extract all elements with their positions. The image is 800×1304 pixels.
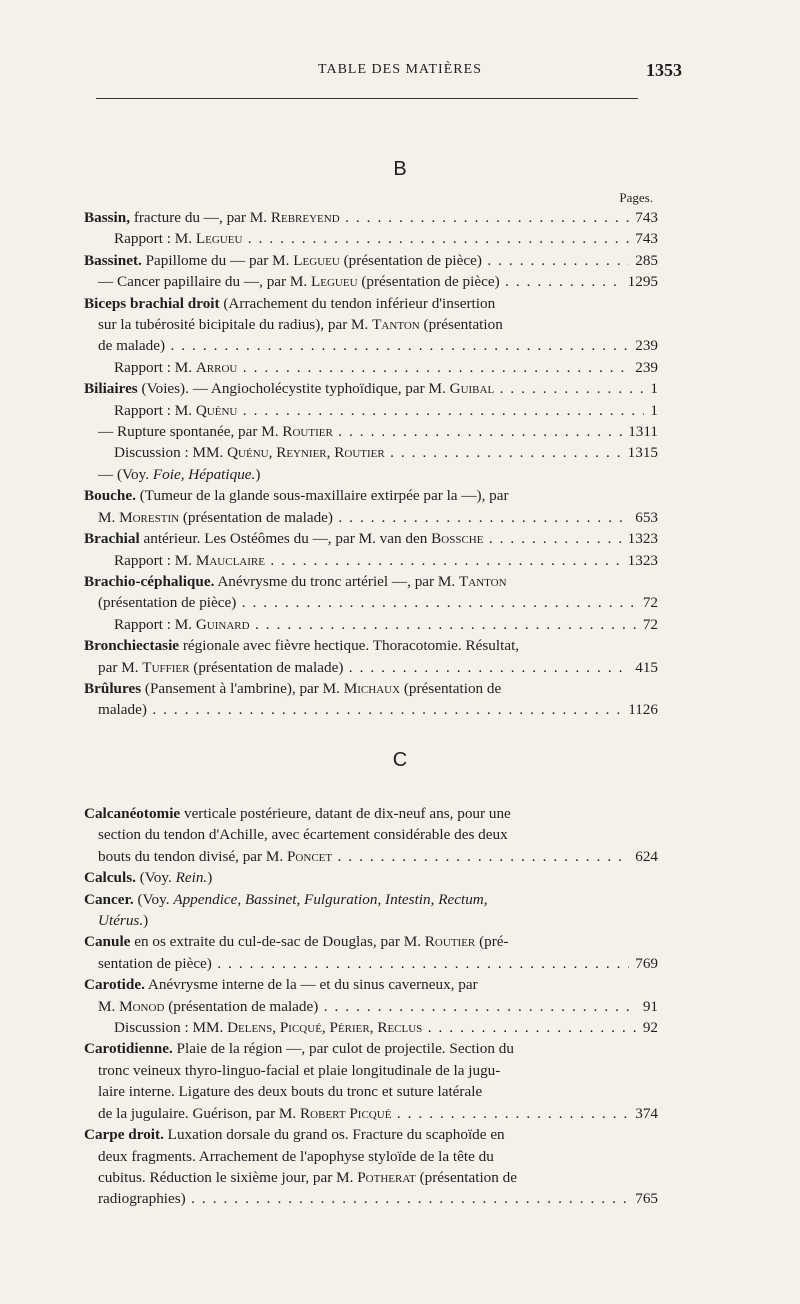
entry-text [98, 1105, 658, 1122]
entry-heading: Bassinet. [84, 251, 142, 269]
entry-suffix: ) [255, 465, 261, 483]
entry-text [98, 337, 658, 354]
entry-heading: Carotidienne. [84, 1040, 173, 1058]
entry-text [84, 891, 488, 908]
index-row [84, 846, 658, 867]
entry-text [84, 976, 478, 993]
entry-body: verticale postérieure, datant de dix-neuf ans, pour une [180, 805, 511, 822]
entry-text [84, 209, 658, 226]
page-reference: 72 [637, 592, 658, 613]
index-row [84, 528, 658, 549]
entry-heading: Brachial [84, 530, 140, 548]
page-reference: 1295 [622, 271, 658, 292]
entry-text [98, 955, 658, 972]
entry-body: — (Voy. [98, 465, 153, 483]
entry-body: en os extraite du cul-de-sac de Douglas, par M. [130, 933, 425, 951]
entry-body: (Voy. [135, 869, 176, 887]
entry-body: deux fragments. Arrachement de l'apophyse styloïde de la tête du [98, 1147, 494, 1165]
entry-text [114, 444, 658, 461]
page-reference: 624 [629, 846, 658, 867]
page-reference: 1323 [622, 528, 658, 549]
entry-suffix: (présentation de malade) [179, 508, 333, 526]
page-reference: 1315 [622, 442, 658, 463]
section-letter-c: C [392, 749, 408, 771]
index-row [84, 614, 658, 635]
entry-text [98, 316, 503, 333]
entry-suffix: ) [143, 912, 149, 930]
entry-suffix: ) [207, 869, 213, 887]
entry-heading: Biceps brachial droit [84, 294, 220, 312]
author-name: Guibal [449, 380, 495, 398]
author-name: Legueu [293, 251, 340, 269]
entry-body: Papillome du — par M. [141, 251, 294, 269]
index-row [84, 996, 658, 1017]
page-reference: 92 [637, 1017, 658, 1038]
author-name: Tanton [372, 316, 420, 334]
entry-body: (Voies). — Angiocholécystite typhoïdique, par M. [137, 380, 450, 398]
author-name: Michaux [343, 679, 401, 697]
entry-text [84, 573, 507, 590]
index-row [84, 1167, 658, 1188]
author-name: Legueu [310, 273, 358, 291]
entry-text [114, 402, 658, 419]
index-row [84, 1017, 658, 1038]
entry-heading: Bronchiectasie [84, 637, 180, 655]
entry-text [84, 680, 501, 697]
entry-text [114, 359, 658, 376]
index-row [84, 931, 658, 952]
entry-text [98, 848, 658, 865]
entry-text [84, 530, 658, 547]
entry-heading: Brachio-céphalique. [84, 572, 215, 590]
entry-body: — Rupture spontanée, par M. [98, 423, 283, 441]
entry-suffix: (pré- [475, 933, 509, 951]
entry-body: de malade) [98, 337, 166, 355]
entry-text [98, 659, 658, 676]
author-name: Tuffier [142, 658, 190, 676]
author-name: Quénu, Reynier, Routier [227, 444, 385, 462]
entry-body: Rapport : M. [114, 615, 196, 633]
entry-text [98, 1083, 482, 1100]
author-name: Poncet [286, 847, 333, 865]
entry-text [114, 230, 658, 247]
entry-heading: Calculs. [84, 869, 136, 887]
entry-body: (Arrachement du tendon inférieur d'insertion [219, 294, 496, 312]
entry-text [84, 637, 519, 654]
index-row [84, 485, 658, 506]
index-row [84, 1103, 658, 1124]
index-row [84, 421, 658, 442]
entry-text [98, 1169, 517, 1186]
entry-text [84, 805, 511, 822]
page-reference: 653 [629, 507, 658, 528]
index-row [84, 635, 658, 656]
index-row [84, 293, 658, 314]
index-row [84, 678, 658, 699]
entry-body: Discussion : MM. [114, 444, 228, 462]
author-name: Rebreyend [270, 209, 340, 226]
author-name: Legueu [195, 230, 243, 248]
index-row [84, 803, 658, 824]
entry-text [114, 1019, 658, 1036]
page-number: 1353 [646, 60, 682, 80]
entry-body: Luxation dorsale du grand os. Fracture du scaphoïde en [163, 1126, 505, 1144]
author-name: Routier [282, 423, 333, 441]
author-name: Tanton [459, 572, 507, 590]
entry-suffix: (présentation de [415, 1168, 517, 1186]
page-reference: 743 [629, 207, 658, 228]
page-reference: 239 [629, 357, 658, 378]
entry-text [84, 252, 658, 269]
entry-text [84, 487, 509, 504]
author-name: Routier [424, 933, 476, 951]
index-row [84, 1038, 658, 1059]
entry-suffix: (présentation de pièce) [339, 251, 482, 269]
page-reference: 765 [629, 1188, 658, 1209]
author-name: Bossche [431, 530, 484, 548]
entry-suffix: (présentation de malade) [189, 658, 344, 676]
cross-reference: Rein. [175, 869, 208, 887]
page-reference: 769 [629, 953, 658, 974]
page-reference: 285 [629, 250, 658, 271]
index-row [84, 592, 658, 613]
author-name: Guinard [195, 615, 250, 633]
index-entries-b [84, 207, 658, 721]
entry-text [84, 295, 495, 312]
entry-text [98, 912, 148, 929]
entry-body: (Voy. [133, 890, 174, 908]
entry-text [98, 423, 658, 440]
entry-heading: Calcanéotomie [84, 805, 181, 822]
entry-body: Rapport : M. [114, 358, 196, 376]
entry-text [98, 1148, 494, 1165]
page-reference: 1 [644, 378, 658, 399]
entry-heading: Bouche. [84, 487, 136, 505]
entry-text [98, 273, 658, 290]
page-reference: 1323 [622, 550, 658, 571]
entry-text [84, 380, 658, 397]
index-row [84, 1060, 658, 1081]
entry-body: Rapport : M. [114, 401, 196, 419]
index-row [84, 571, 658, 592]
entry-body: cubitus. Réduction le sixième jour, par M. [98, 1168, 358, 1186]
entry-text [84, 1040, 514, 1057]
entry-body: radiographies) [98, 1190, 186, 1208]
page-reference: 415 [629, 657, 658, 678]
entry-body: sur la tubérosité bicipitale du radius), par M. [98, 316, 373, 334]
index-row [84, 953, 658, 974]
entry-body: Anévrysme du tronc artériel —, par M. [214, 572, 459, 590]
index-row [84, 378, 658, 399]
entry-text [98, 701, 658, 718]
entry-heading: Carpe droit. [84, 1126, 164, 1144]
entry-body: sentation de pièce) [98, 954, 212, 972]
author-name: Robert Picqué [300, 1104, 392, 1122]
entry-heading: Bassin, [84, 209, 131, 226]
entry-text [114, 552, 658, 569]
entry-heading: Cancer. [84, 890, 134, 908]
entry-heading: Canule [84, 933, 131, 951]
entry-text [98, 1190, 658, 1207]
entry-body: malade) [98, 701, 147, 719]
author-name: Quénu [195, 401, 238, 419]
index-row [84, 271, 658, 292]
entry-text [98, 1062, 500, 1079]
entry-body: (Tumeur de la glande sous-maxillaire extirpée par la —), par [135, 487, 509, 505]
index-row [84, 464, 658, 485]
page-reference: 1126 [622, 699, 658, 720]
index-row [84, 824, 658, 845]
entry-body: fracture du —, par M. [130, 209, 271, 226]
entry-body: de la jugulaire. Guérison, par M. [98, 1104, 301, 1122]
entry-suffix: (présentation de [400, 679, 502, 697]
running-head [0, 60, 800, 84]
index-row [84, 550, 658, 571]
index-row [84, 228, 658, 249]
cross-reference: Utérus. [98, 912, 144, 930]
page-reference: 743 [629, 228, 658, 249]
entry-heading: Carotide. [84, 976, 145, 994]
header-rule [96, 98, 638, 99]
section-letter-b: B [393, 158, 407, 180]
entry-body: régionale avec fièvre hectique. Thoracotomie. Résultat, [179, 637, 520, 655]
entry-body: Plaie de la région —, par culot de projectile. Section du [172, 1040, 514, 1058]
pages-column-label: Pages. [619, 190, 653, 205]
index-row [84, 910, 658, 931]
index-row [84, 1081, 658, 1102]
index-row [84, 1188, 658, 1209]
index-row [84, 400, 658, 421]
entry-suffix: (présentation de malade) [164, 997, 319, 1015]
page-reference: 374 [629, 1103, 658, 1124]
index-row [84, 335, 658, 356]
entry-text [98, 594, 658, 611]
index-row [84, 507, 658, 528]
page-reference: 1 [644, 400, 658, 421]
index-row [84, 250, 658, 271]
entry-body: laire interne. Ligature des deux bouts du tronc et suture latérale [98, 1083, 483, 1101]
entry-suffix: (présentation [419, 316, 503, 334]
index-row [84, 974, 658, 995]
author-name: Delens, Picqué, Périer, Reclus [227, 1019, 423, 1037]
entry-text [98, 509, 658, 526]
running-title: TABLE DES MATIÈRES [318, 62, 482, 77]
entry-text [84, 869, 212, 886]
index-row [84, 889, 658, 910]
cross-reference: Foie, Hépatique. [152, 465, 256, 483]
entry-body: antérieur. Les Ostéômes du —, par M. van den [139, 530, 432, 548]
entry-body: Anévrysme interne de la — et du sinus caverneux, par [144, 976, 478, 994]
page-reference: 72 [637, 614, 658, 635]
entry-body: bouts du tendon divisé, par M. [98, 847, 287, 865]
author-name: Arrou [195, 358, 238, 376]
entry-body: (Pansement à l'ambrine), par M. [141, 679, 344, 697]
entry-heading: Brûlures [84, 679, 142, 697]
entry-text [98, 826, 508, 843]
index-entries-c [84, 803, 658, 1210]
index-row [84, 357, 658, 378]
entry-heading: Biliaires [84, 380, 138, 398]
page-reference: 1311 [622, 421, 658, 442]
index-row [84, 699, 658, 720]
index-row [84, 1124, 658, 1145]
index-row [84, 314, 658, 335]
entry-body: Discussion : MM. [114, 1019, 228, 1037]
entry-body: Rapport : M. [114, 551, 196, 569]
entry-text [114, 616, 658, 633]
entry-body: tronc veineux thyro-linguo-facial et plaie longitudinale de la jugu- [98, 1061, 501, 1079]
author-name: Monod [119, 997, 165, 1015]
index-row [84, 657, 658, 678]
entry-text [98, 998, 658, 1015]
author-name: Morestin [119, 508, 180, 526]
index-row [84, 867, 658, 888]
entry-text [98, 466, 260, 483]
entry-suffix: (présentation de pièce) [357, 273, 500, 291]
index-row [84, 442, 658, 463]
entry-body: Rapport : M. [114, 230, 196, 248]
entry-body: M. [98, 508, 120, 526]
entry-text [84, 933, 509, 950]
entry-body: M. [98, 997, 120, 1015]
entry-body: par M. [98, 658, 143, 676]
author-name: Potherat [357, 1168, 416, 1186]
page-reference: 239 [629, 335, 658, 356]
page-reference: 91 [637, 996, 658, 1017]
entry-body: (présentation de pièce) [98, 594, 237, 612]
index-row [84, 207, 658, 228]
author-name: Mauclaire [195, 551, 265, 569]
index-row [84, 1146, 658, 1167]
entry-body: section du tendon d'Achille, avec écartement considérable des deux [98, 826, 508, 844]
entry-text [84, 1126, 505, 1143]
entry-body: — Cancer papillaire du —, par M. [98, 273, 311, 291]
cross-reference: Appendice, Bassinet, Fulguration, Intestin, Rectum, [173, 890, 488, 908]
